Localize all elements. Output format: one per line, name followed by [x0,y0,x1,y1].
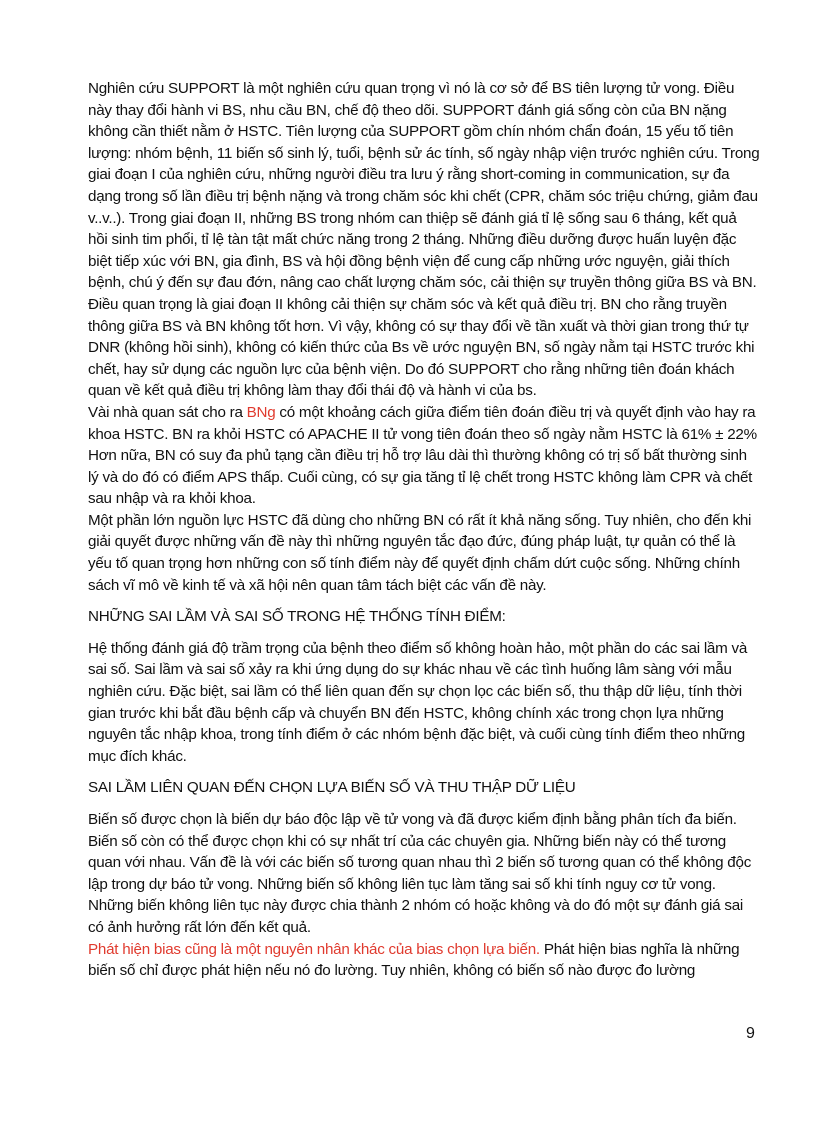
paragraph-variables: Biến số được chọn là biến dự báo độc lập về tử vong và đã được kiểm định bằng phân tích đa biến. Biến số còn có thể được chọn khi có sự nhất trí của các chuyên gia. Những biến này có thể tương quan với nhau. Vấn đề là với các biến số tương quan nhau thì 2 biến số tương quan có thể không độc lập trong dự báo tử vong. Những biến số không liên tục làm tăng sai số khi tính nguy cơ tử vong. Những biến không liên tục này được chia thành 2 nhóm có hoặc không và do đó một sự đánh giá sai có ảnh hưởng rất lớn đến kết quả. [88,811,752,936]
page-number: 9 [746,1025,755,1042]
document-body [88,78,760,982]
text-run: Vài nhà quan sát cho ra [88,403,247,421]
section-heading-errors: NHỮNG SAI LẦM VÀ SAI SỐ TRONG HỆ THỐNG TÍNH ĐIỂM: [88,608,506,626]
text-run: Phát hiện bias nghĩa là những biến số chỉ được phát hiện nếu nó đo lường. Tuy nhiên, không có biến số nào được đo lường [88,940,740,980]
highlighted-sentence: Phát hiện bias cũng là một nguyên nhân khác của bias chọn lựa biến. [88,940,540,958]
paragraph-support-study: Nghiên cứu SUPPORT là một nghiên cứu quan trọng vì nó là cơ sở để BS tiên lượng tử vong. Điều này thay đổi hành vi BS, nhu cầu BN, chế độ theo dõi. SUPPORT đánh giá sống còn của BN nặng không cần thiết nằm ở HSTC. Tiên lượng của SUPPORT gồm chín nhóm chẩn đoán, 15 yếu tố tiên lượng: nhóm bệnh, 11 biến số sinh lý, tuổi, bệnh sử ác tính, số ngày nhập viện trước nghiên cứu. Trong giai đoạn I của nghiên cứu, những người điều tra lưu ý rằng short-coming in communication, sự đa dạng trong số lần điều trị bệnh nặng và trong chăm sóc khi chết (CPR, chăm sóc triệu chứng, giảm đau v..v..). Trong giai đoạn II, những BS trong nhóm can thiệp sẽ đánh giá tỉ lệ sống sau 6 tháng, kết quả hồi sinh tim phổi, tỉ lệ tàn tật mất chức năng trong 2 tháng. Những điều dưỡng được huấn luyện đặc biệt tiếp xúc với BN, gia đình, BS và hội đồng bệnh viện để cung cấp những ước nguyện, giải thích bệnh, chú ý đến sự đau đớn, nâng cao chất lượng chăm sóc, cải thiện sự truyền thông giữa BS và BN. Điều quan trọng là giai đoạn II không cải thiện sự chăm sóc và kết quả điều trị. BN cho rằng truyền thông giữa BS và BN không tốt hơn. Vì vậy, không có sự thay đổi về tần xuất và thời gian trong thứ tự DNR (không hồi sinh), không có kiến thức của Bs về ước nguyện BN, số ngày nằm tại HSTC trước khi chết, hay sử dụng các nguồn lực của bệnh viện. Do đó SUPPORT cho rằng những tiên đoán khách quan về kết quả điều trị không làm thay đổi thái độ và hành vi của bs. [88,80,760,400]
paragraph-resources: Một phần lớn nguồn lực HSTC đã dùng cho những BN có rất ít khả năng sống. Tuy nhiên, cho đến khi giải quyết được những vấn đề này thì những nguyên tắc đạo đức, đúng pháp luật, tự quản có thể là yếu tố quan trọng hơn những con số tính điểm này để quyết định chấm dứt cuộc sống. Những chính sách vĩ mô về kinh tế và xã hội nên quan tâm tách biệt các vấn đề này. [88,511,752,594]
paragraph-observers [88,402,760,510]
paragraph-scoring-errors: Hệ thống đánh giá độ trầm trọng của bệnh theo điểm số không hoàn hảo, một phần do các sai lầm và sai số. Sai lầm và sai số xảy ra khi ứng dụng do sự khác nhau về các tình huống lâm sàng với mẫu nghiên cứu. Đặc biệt, sai lầm có thể liên quan đến sự chọn lọc các biến số, thu thập dữ liệu, tính thời gian trước khi bắt đầu bệnh cấp và chuyển BN đến HSTC, không chính xác trong chọn lựa những nguyên tắc nhập khoa, trong tính điểm ở các nhóm bệnh đặc biệt, và cuối cùng tính điểm theo những mục đích khác. [88,639,748,765]
section-heading-variable-selection: SAI LẦM LIÊN QUAN ĐẾN CHỌN LỰA BIẾN SỐ VÀ THU THẬP DỮ LIỆU [88,779,576,797]
paragraph-detection-bias [88,939,760,982]
text-run: có một khoảng cách giữa điểm tiên đoán điều trị và quyết định vào hay ra khoa HSTC. BN ra khỏi HSTC có APACHE II tử vong tiên đoán theo số ngày nằm HSTC là 61% ± 22% Hơn nữa, BN có suy đa phủ tạng cần điều trị hỗ trợ lâu dài thì thường không có trị số bất thường sinh lý và do đó có điểm APS thấp. Cuối cùng, có sự gia tăng tỉ lệ chết trong HSTC không làm CPR và chết sau nhập và ra khỏi khoa. [88,403,757,508]
highlighted-term: BNg [246,403,276,421]
